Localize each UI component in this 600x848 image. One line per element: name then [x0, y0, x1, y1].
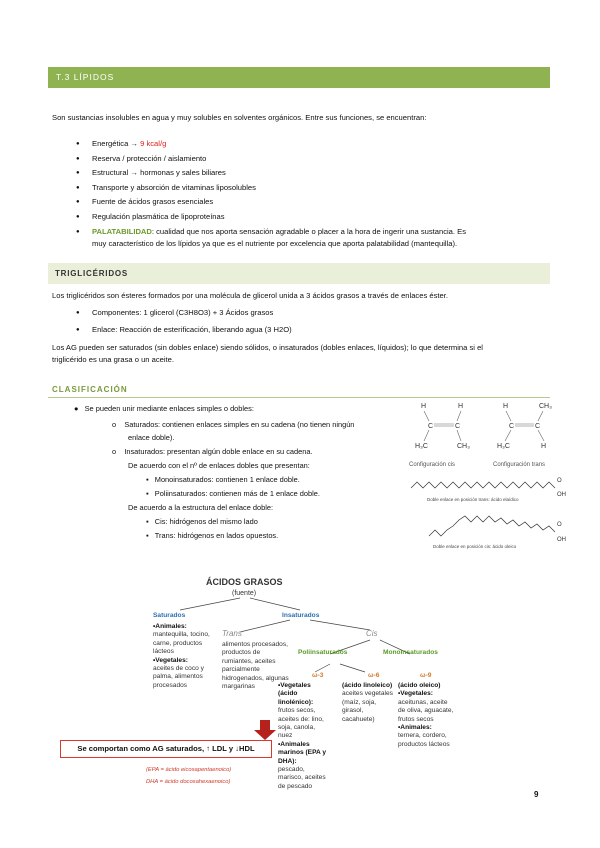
section-header [48, 67, 550, 88]
atom-label: C [455, 423, 461, 430]
clasificacion-lead: ● Se pueden unir mediante enlaces simples o dobles: [74, 404, 254, 413]
trans-node: Trans [222, 629, 242, 638]
atom-label: O [557, 478, 562, 484]
cis-node: Cis [366, 629, 378, 638]
w3-node: ω-3 [312, 672, 324, 679]
intro-text: Son sustancias insolubles en agua y muy solubles en solventes orgánicos. Entre sus funciones, se encuentran: [52, 113, 427, 122]
mono-node: Monoinsaturados [383, 649, 438, 656]
tree-title: ÁCIDOS GRASOS [206, 577, 283, 587]
cis-chain [429, 516, 555, 536]
atom-label: C [509, 423, 515, 430]
poli-item: ▪ Poliinsaturados: contienen más de 1 enlace doble. [146, 489, 320, 498]
poli-node: Poliinsaturados [298, 649, 348, 656]
saturados-sources: •Animales: mantequilla, tocino, carne, productos lácteos •Vegetales: aceites de coco y palma, alimentos procesados [153, 623, 210, 689]
trigliceridos-intro: Los triglicéridos son ésteres formados por una molécula de glicerol unida a 3 ácidos grasos a través de enlaces éster. [52, 291, 448, 300]
trans-sources: alimentos procesados, productos de rumiantes, aceites parcialmente hidrogenados, algunas margarinas [222, 641, 289, 691]
atom-label: H [541, 443, 547, 450]
trans-item: ▪ Trans: hidrógenos en lados opuestos. [146, 531, 279, 540]
box-text: Se comportan como AG saturados, ↑ LDL y ↓HDL [77, 744, 255, 753]
cis-chain-caption: Doble enlace en posición cis: ácido oleico [433, 544, 517, 549]
section-title: T.3 LÍPIDOS [56, 72, 115, 82]
atom-label: OH [557, 537, 566, 543]
list-item: ● Energética → 9 kcal/g [76, 138, 466, 153]
clasificacion-title: CLASIFICACIÓN [52, 385, 128, 394]
trans-chain-caption: Doble enlace en posición trans: ácido elaídico [427, 497, 519, 502]
trigliceridos-header [48, 263, 550, 284]
atom-label: C [535, 423, 541, 430]
down-arrow-icon [250, 718, 280, 742]
list-item: ● Componentes: 1 glicerol (C3H8O3) + 3 Ácidos grasos [76, 307, 292, 324]
saturados-item-cont: enlace doble). [128, 433, 175, 442]
list-item: ● Regulación plasmática de lipoproteínas [76, 211, 466, 226]
cis-label: Configuración cis [409, 462, 456, 468]
page-number: 9 [534, 790, 539, 799]
mono-item: ▪ Monoinsaturados: contienen 1 enlace doble. [146, 475, 300, 484]
cis-item: ▪ Cis: hidrógenos del mismo lado [146, 517, 258, 526]
list-item: ● Estructural → hormonas y sales biliares [76, 167, 466, 182]
atom-label: OH [557, 492, 566, 498]
cis-trans-figure [405, 398, 575, 558]
w3-sources: •Vegetales (ácido linolénico): frutos secos, aceites de: lino, soja, canola, nuez •Animales marinos (EPA y DHA): pescado, marisco, aceites de pescado [278, 682, 327, 790]
list-item: ● Fuente de ácidos grasos esenciales [76, 196, 466, 211]
atom-label: C [428, 423, 434, 430]
atom-label: CH₃ [539, 403, 552, 410]
trans-chain [411, 482, 555, 488]
w9-node: ω-9 [420, 672, 432, 679]
trigliceridos-list [76, 307, 292, 341]
functions-list [76, 138, 466, 250]
saturados-item: o Saturados: contienen enlaces simples en su cadena (no tienen ningún [112, 420, 355, 429]
atom-label: H [458, 403, 464, 410]
atom-label: O [557, 522, 562, 528]
atom-label: H₃C [415, 443, 428, 450]
epa-note: (EPA = ácido eicosapentaenoico) [146, 767, 232, 773]
w6-node: ω-6 [368, 672, 380, 679]
atom-label: H₃C [497, 443, 510, 450]
trigliceridos-title: TRIGLICÉRIDOS [55, 269, 129, 278]
trans-label: Configuración trans [493, 462, 546, 468]
list-item: ● Enlace: Reacción de esterificación, liberando agua (3 H2O) [76, 324, 292, 341]
by-number: De acuerdo con el nº de enlaces dobles que presentan: [128, 461, 310, 470]
saturados-node: Saturados [153, 612, 186, 619]
atom-label: H [503, 403, 509, 410]
w6-sources: (ácido linoleico) aceites vegetales (maíz, soja, girasol, cacahuete) [342, 682, 393, 723]
list-item: ● Transporte y absorción de vitaminas liposolubles [76, 182, 466, 197]
list-item: ● PALATABILIDAD: cualidad que nos aporta sensación agradable o placer a la hora de ingerir una sustancia. Es muy característico de los lípidos ya que es el nutriente por excelencia que aporta palatabilidad (mantequilla). [76, 226, 466, 250]
atom-label: CH₃ [457, 443, 470, 450]
atom-label: H [421, 403, 427, 410]
w9-sources: (ácido oleico) •Vegetales: aceitunas, aceite de oliva, aguacate, frutos secos •Animales: ternera, cordero, productos lácteos [398, 682, 454, 748]
insaturados-item: o Insaturados: presentan algún doble enlace en su cadena. [112, 447, 313, 456]
tree-subtitle: (fuente) [232, 590, 257, 597]
by-structure: De acuerdo a la estructura del enlace doble: [128, 503, 274, 512]
trigliceridos-note: Los AG pueden ser saturados (sin dobles enlace) siendo sólidos, o insaturados (dobles enlaces, líquidos); lo que determina si el triglicérido es una grasa o un aceite. [52, 343, 483, 364]
dha-note: DHA = ácido docosahexaenoico) [146, 779, 231, 785]
list-item: ● Reserva / protección / aislamiento [76, 153, 466, 168]
saturated-behavior-box [60, 740, 272, 758]
insaturados-node: Insaturados [282, 612, 320, 619]
